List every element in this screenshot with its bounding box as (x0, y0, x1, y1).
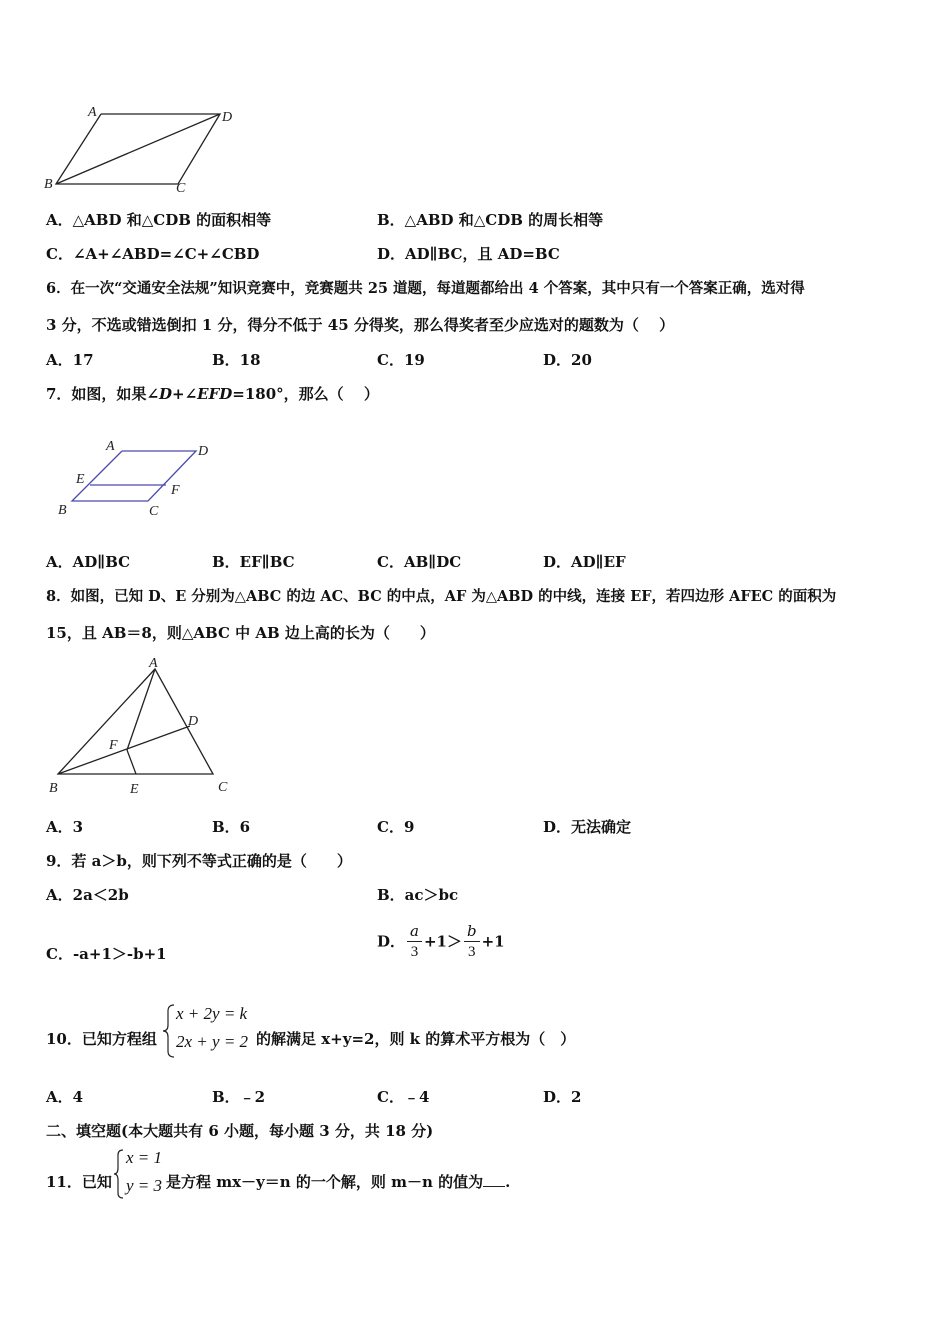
fig2-label-a: A (106, 439, 115, 454)
answer-blank[interactable] (483, 1172, 505, 1187)
q11-suffix (166, 1171, 510, 1193)
fraction-denominator-3: 3 (410, 944, 419, 960)
q11-suffix-text: 是方程 mx－y＝n 的一个解，则 m－n 的值为 (166, 1173, 484, 1191)
fraction-b-over-3 (464, 921, 480, 962)
q8-stem-line2: 15，且 AB＝8，则△ABC 中 AB 边上高的长为（ ） (46, 624, 435, 642)
q9-option-b: B．ac＞bc (377, 886, 459, 904)
fig2-label-e: E (76, 472, 85, 487)
fraction-numerator-b: b (464, 921, 480, 942)
q11-end: . (505, 1173, 511, 1191)
triangle-figure (40, 655, 240, 805)
q5-option-a: A．△ABD 和△CDB 的面积相等 (46, 211, 272, 229)
segment-ad (127, 669, 155, 750)
fig2-label-f: F (171, 483, 180, 498)
parallelogram-figure-1 (40, 100, 250, 195)
fig3-label-e: E (130, 782, 139, 797)
q7-stem-angle-efd: EFD (197, 385, 233, 403)
q5-option-d: D．AD∥BC，且 AD=BC (377, 245, 560, 263)
q9-option-d (377, 921, 505, 962)
fig3-label-a: A (149, 656, 158, 671)
q7-stem-angle-d: D (159, 385, 173, 403)
q10-option-b: B．﹣2 (212, 1088, 266, 1106)
fig1-label-d: D (222, 110, 233, 125)
brace-icon-2 (113, 1148, 125, 1200)
q9-option-c: C．-a+1＞-b+1 (46, 945, 167, 963)
q7-stem-plus: +∠ (172, 385, 198, 403)
q7-option-d: D．AD∥EF (543, 553, 626, 571)
section-2-heading: 二、填空题(本大题共有 6 小题，每小题 3 分，共 18 分) (46, 1122, 434, 1140)
q5-option-b: B．△ABD 和△CDB 的周长相等 (377, 211, 604, 229)
q9-option-d-prefix: D． (377, 932, 406, 951)
q7-option-c: C．AB∥DC (377, 553, 462, 571)
parallelogram-figure-2 (50, 435, 220, 520)
q10-prefix: 10．已知方程组 (46, 1030, 157, 1048)
q7-stem (46, 383, 379, 405)
q10-equation-1: x + 2y = k (176, 1004, 248, 1023)
q6-stem-line1: 6．在一次“交通安全法规”知识竞赛中，竞赛题共 25 道题，每道题都给出 4 个答案，其中只有一个答案正确，选对得 (46, 280, 805, 297)
fig3-label-b: B (49, 781, 58, 796)
q6-option-a: A．17 (46, 351, 94, 369)
q11-prefix: 11．已知 (46, 1173, 112, 1191)
q8-stem-line1: 8．如图，已知 D、E 分别为△ABC 的边 AC、BC 的中点，AF 为△ABD 的中线，连接 EF，若四边形 AFEC 的面积为 (46, 588, 837, 605)
fig2-label-c: C (149, 504, 159, 519)
q7-stem-prefix: 7．如图，如果∠ (46, 385, 160, 403)
fraction-numerator-a: a (407, 921, 422, 942)
fig2-label-b: B (58, 503, 67, 518)
q7-option-a: A．AD∥BC (46, 553, 131, 571)
q10-equation-2: 2x + y = 2 (176, 1032, 249, 1051)
q6-stem-line2: 3 分，不选或错选倒扣 1 分，得分不低于 45 分得奖，那么得奖者至少应选对的题数为（ ） (46, 316, 675, 334)
q7-stem-suffix: =180°，那么（ ） (232, 385, 379, 403)
q11-equation-2: y = 3 (126, 1176, 163, 1195)
q8-option-b: B．6 (212, 818, 251, 836)
fig2-label-d: D (198, 444, 209, 459)
q8-option-d: D．无法确定 (543, 818, 632, 836)
fig1-label-a: A (88, 105, 97, 120)
fraction-denominator-3b: 3 (468, 944, 476, 960)
q9-option-d-end: +1 (481, 932, 505, 951)
q8-option-a: A．3 (46, 818, 84, 836)
q6-option-b: B．18 (212, 351, 261, 369)
q8-option-c: C．9 (377, 818, 415, 836)
q6-option-d: D．20 (543, 351, 592, 369)
diagonal-bd (56, 114, 220, 184)
fraction-a-over-3 (407, 921, 422, 962)
q9-option-a: A．2a＜2b (46, 886, 129, 904)
q9-stem: 9．若 a＞b，则下列不等式正确的是（ ） (46, 852, 352, 870)
q10-option-a: A．4 (46, 1088, 84, 1106)
segment-bd (58, 726, 190, 774)
q11-equation-1: x = 1 (126, 1148, 163, 1167)
fig1-label-b: B (44, 177, 53, 192)
segment-fe (127, 750, 136, 774)
q10-option-d: D．2 (543, 1088, 582, 1106)
fig3-label-d: D (188, 714, 199, 729)
q6-option-c: C．19 (377, 351, 425, 369)
fig1-label-c: C (176, 181, 186, 195)
q10-suffix: 的解满足 x+y=2，则 k 的算术平方根为（ ） (256, 1030, 576, 1048)
brace-icon (162, 1003, 176, 1059)
q9-option-d-middle: +1＞ (423, 932, 462, 951)
q5-option-c: C．∠A+∠ABD=∠C+∠CBD (46, 245, 260, 263)
fig3-label-f: F (109, 738, 118, 753)
q10-option-c: C．﹣4 (377, 1088, 430, 1106)
q7-option-b: B．EF∥BC (212, 553, 295, 571)
fig3-label-c: C (218, 780, 228, 795)
